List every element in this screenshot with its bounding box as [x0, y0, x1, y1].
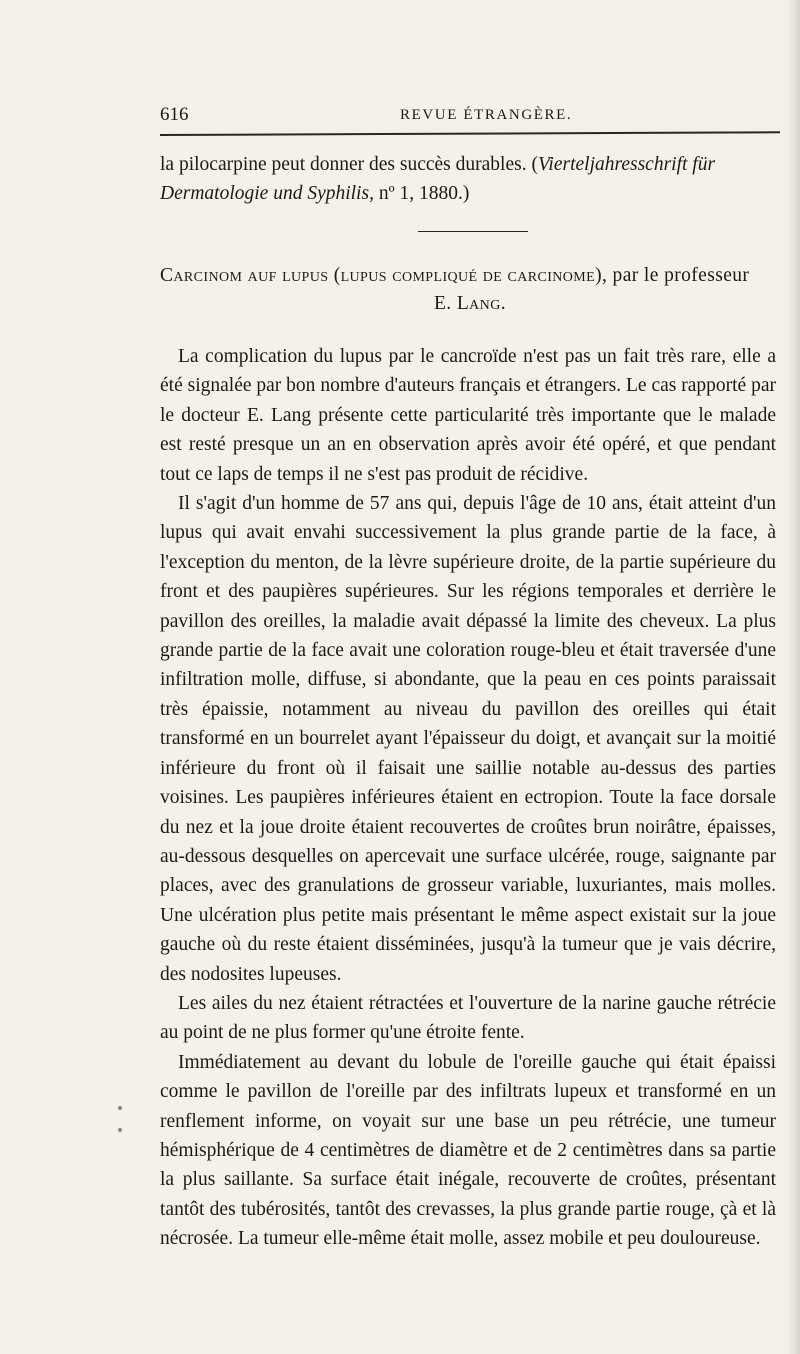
- section-divider: [418, 231, 528, 232]
- margin-speck: [118, 1106, 122, 1110]
- article-body: [160, 342, 776, 1254]
- intro-citation-tail: nº 1, 1880.): [373, 183, 470, 204]
- page-number: 616: [160, 104, 189, 125]
- paragraph: Il s'agit d'un homme de 57 ans qui, depuis l'âge de 10 ans, était atteint d'un lupus qui avait envahi successivement la plus grande partie de la face, à l'exception du menton, de la lèvre supérieure droite, de la partie supérieure du front et des paupières supérieures. Sur les régions temporales et derrière le pavillon des oreilles, la maladie avait dépassé la limite des cheveux. La plus grande partie de la face avait une coloration rouge-bleu et était traversée d'une infiltration molle, diffuse, si abondante, que la peau en ces points paraissait très épaissie, notamment au niveau du pavillon des oreilles qui était transformé en un bourrelet ayant l'épaisseur du doigt, et avançait sur la moitié inférieure du front où il faisait une saillie notable au-dessus des parties voisines. Les paupières inférieures étaient en ectropion. Toute la face dorsale du nez et la joue droite étaient recouvertes de croûtes brun noirâtre, épaisses, au-dessous desquelles on apercevait une surface ulcérée, rouge, saignante par places, avec des granulations de grosseur variable, luxuriantes, mais molles. Une ulcération plus petite mais présentant le même aspect existait sur la joue gauche où du reste étaient disséminées, jusqu'à la tumeur que je vais décrire, des nodosites lupeuses.: [160, 493, 776, 985]
- running-title: REVUE ÉTRANGÈRE.: [400, 107, 573, 123]
- header-rule: [160, 131, 780, 136]
- section-title: Carcinom auf lupus (lupus compliqué de carcinome),: [160, 265, 608, 286]
- margin-speck: [118, 1128, 122, 1132]
- page-edge-shadow: [786, 0, 800, 1354]
- section-heading: [160, 262, 780, 318]
- intro-text: la pilocarpine peut donner des succès durables. (: [160, 154, 538, 175]
- journal-citation: Vierteljahresschrift für Dermatologie und Syphilis,: [160, 154, 716, 204]
- intro-paragraph: [160, 150, 780, 208]
- running-head: [160, 104, 772, 126]
- section-author: E. Lang.: [434, 293, 506, 314]
- section-title-tail: par le professeur: [607, 265, 750, 286]
- paragraph: Les ailes du nez étaient rétractées et l'ouverture de la narine gauche rétrécie au point de ne plus former qu'une étroite fente.: [160, 992, 776, 1044]
- paragraph: La complication du lupus par le cancroïde n'est pas un fait très rare, elle a été signalée par bon nombre d'auteurs français et étrangers. Le cas rapporté par le docteur E. Lang présente cette particularité très importante que le malade est resté presque un an en observation après avoir été opéré, et que pendant tout ce laps de temps il ne s'est pas produit de récidive.: [160, 346, 776, 485]
- paragraph: Immédiatement au devant du lobule de l'oreille gauche qui était épaissi comme le pavillon de l'oreille par des infiltrats lupeux et transformé en un renflement informe, on voyait sur une base un peu rétrécie, une tumeur hémisphérique de 4 centimètres de diamètre et de 2 centimètres dans sa partie la plus saillante. Sa surface était inégale, recouverte de croûtes, présentant tantôt des tubérosités, tantôt des crevasses, la plus grande partie rouge, çà et là nécrosée. La tumeur elle-même était molle, assez mobile et peu douloureuse.: [160, 1051, 776, 1250]
